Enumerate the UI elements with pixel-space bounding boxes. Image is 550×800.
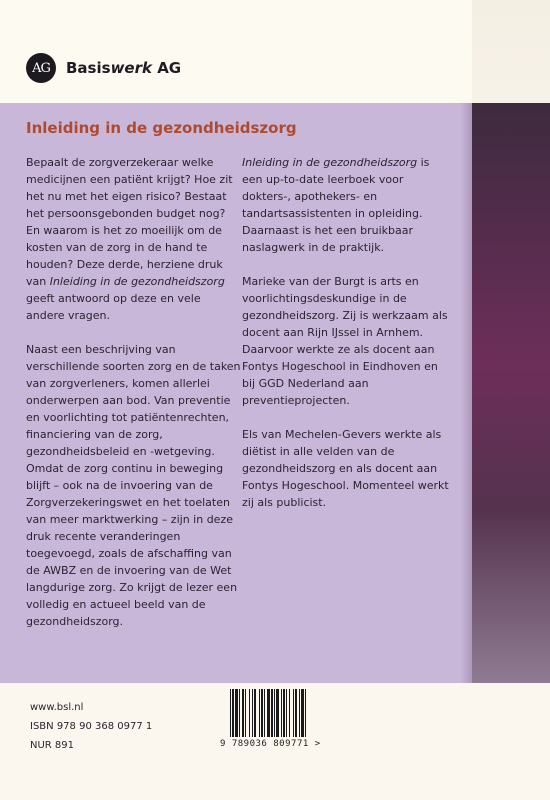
publisher-name-suffix: AG [151,59,182,77]
barcode-bar [249,689,250,737]
book-title: Inleiding in de gezondheidszorg [26,119,297,137]
right-paragraph-1 [242,154,452,256]
barcode-bar [289,689,290,737]
barcode-bar [252,689,253,737]
publisher-logo [26,52,181,84]
barcode-bar [264,689,265,737]
barcode-bar [283,689,285,737]
barcode-bar [245,689,246,737]
barcode-bar [271,689,273,737]
publisher-name-bold: Basis [66,59,111,77]
right-column [242,154,452,528]
barcode-bar [232,689,234,737]
barcode-bar [293,689,294,737]
left-paragraph-2: Naast een beschrijving van verschillende soorten zorg en de taken van zorgverleners, komen allerlei onderwerpen aan bod. Van preventie en voorlichting tot patiëntenrechten, financiering van de zorg, gezondheidsbeleid en -wetgeving. Omdat de zorg continu in beweging blijft – ook na de invoering van de Zorgverzekeringswet en het toelaten van meer marktwerking – zijn in deze druk recente veranderingen toegevoegd, zoals de afschaffing van de AWBZ en de invoering van de Wet langdurige zorg. Zo krijgt de lezer een volledig en actueel beeld van de gezondheidszorg. [26,343,241,628]
barcode-bar [235,689,238,737]
top-right-strip [472,0,550,103]
barcode-bar [286,689,287,737]
barcode-icon [228,689,348,737]
right-p1-rest: is een up-to-date leerboek voor dokters-, apothekers- en tandartsassistenten in opleiding. Daarnaast is het een bruikbaar naslagwerk in de praktijk. [242,156,430,254]
right-paragraph-3: Els van Mechelen-Gevers werkte als diëtist in alle velden van de gezondheidszorg en als docent aan Fontys Hogeschool. Momenteel werkt zij als publicist. [242,428,449,509]
nur-text: NUR 891 [30,740,75,751]
barcode-bar [230,689,231,737]
panel-dark-strip [472,103,550,683]
publisher-name [66,59,181,77]
barcode-number: 9 789036 809771 > [220,739,321,749]
panel-shadow [460,103,472,683]
barcode-bar [267,689,270,737]
right-p1-title: Inleiding in de gezondheidszorg [242,156,418,169]
barcode-bar [281,689,282,737]
barcode-bar [274,689,275,737]
left-paragraph-1 [26,154,241,324]
barcode-bar [261,689,263,737]
barcode-bar [242,689,244,737]
isbn-text: ISBN 978 90 368 0977 1 [30,721,153,732]
right-paragraph-2: Marieke van der Burgt is arts en voorlichtingsdeskundige in de gezondheidszorg. Zij is werkzaam als docent aan Rijn IJssel in Arnhem. Daarvoor werkte ze als docent aan Fontys Hogeschool in Eindhoven en bij GGD Nederland aan preventieprojecten. [242,275,448,407]
publisher-name-italic: werk [110,59,152,77]
footer-info [30,698,152,755]
barcode-bar [259,689,260,737]
barcode-bar [301,689,304,737]
left-column [26,154,241,647]
barcode-bar [305,689,306,737]
barcode-bar [299,689,300,737]
ag-logo-icon: AG [26,53,56,83]
left-p1-a: Bepaalt de zorgverzekeraar welke medicijnen een patiënt krijgt? Hoe zit het nu met het eigen risico? Bestaat het persoonsgebonden budget nog? En waarom is het zo moeilijk om de kosten van de zorg in de hand te houden? Deze derde, herziene druk van [26,156,233,288]
barcode-bar [254,689,256,737]
barcode-area [220,689,348,755]
left-p1-title: Inleiding in de gezondheidszorg [49,275,225,288]
barcode-bar [276,689,279,737]
barcode-bar [295,689,297,737]
left-p1-b: geeft antwoord op deze en vele andere vragen. [26,292,201,322]
website-link[interactable]: www.bsl.nl [30,702,84,713]
barcode-bar [239,689,240,737]
